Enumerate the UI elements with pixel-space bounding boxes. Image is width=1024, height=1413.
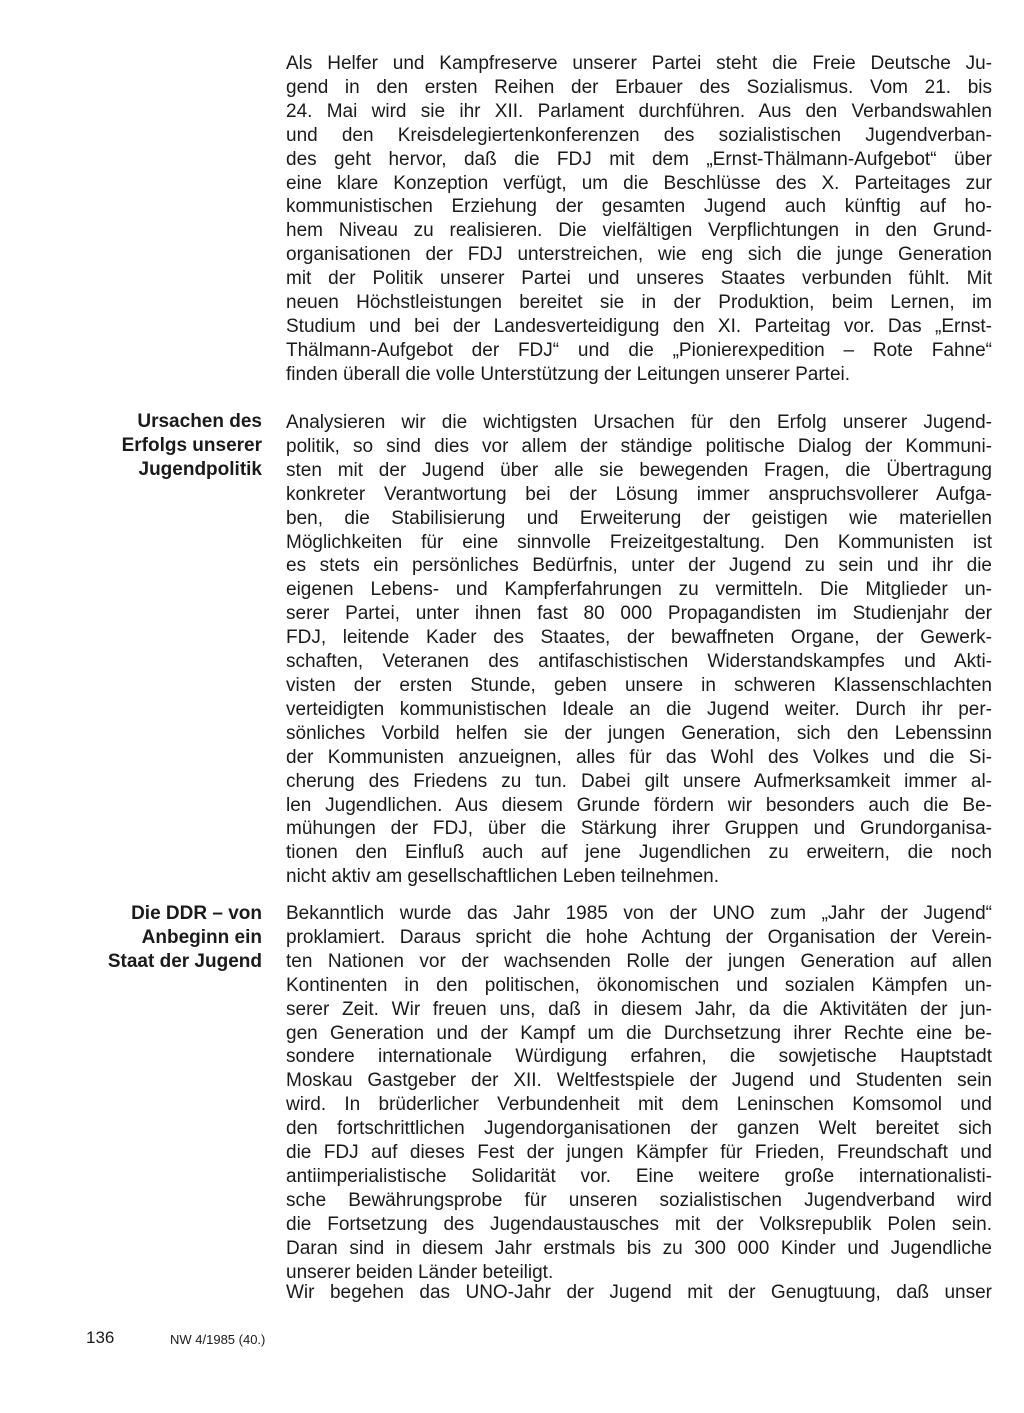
paragraph-text [286,411,992,889]
text-line: des geht hervor, daß die FDJ mit dem „Ernst-Thälmann-Aufgebot“ über [286,148,992,170]
paragraph-uno-jahr [286,1281,992,1305]
heading-line: Erfolgs unserer [121,435,262,456]
paragraph-ddr [286,902,992,1285]
paragraph-text [286,52,992,387]
heading-line: Jugendpolitik [138,459,262,480]
text-line: FDJ, leitende Kader des Staates, der bewaffneten Organe, der Gewerk- [286,627,992,649]
text-line: es stets ein persönliches Bedürfnis, unter der Jugend zu sein und ihr die [286,555,992,577]
text-line: Studium und bei der Landesverteidigung den XI. Parteitag vor. Das „Ernst- [286,315,992,337]
paragraph-text [286,902,992,1285]
text-line: die Fortsetzung des Jugendaustausches mit der Volksrepublik Polen sein. [286,1213,992,1235]
text-line: sche Bewährungsprobe für unseren sozialistischen Jugendverband wird [286,1189,992,1211]
text-line: Wir begehen das UNO-Jahr der Jugend mit der Genugtuung, daß unser [286,1282,992,1303]
text-line: hem Niveau zu realisieren. Die vielfältigen Verpflichtungen in den Grund- [286,220,992,242]
heading-line: Ursachen des [137,411,262,432]
text-line: wird. In brüderlicher Verbundenheit mit dem Leninschen Komsomol und [286,1094,992,1116]
text-line: Daran sind in diesem Jahr erstmals bis zu 300 000 Kinder und Jugendliche [286,1237,992,1259]
text-line: 24. Mai wird sie ihr XII. Parlament durchführen. Aus den Verbandswahlen [286,100,992,122]
text-line: und den Kreisdelegiertenkonferenzen des sozialistischen Jugendverban- [286,124,992,146]
text-line: organisationen der FDJ unterstreichen, wie eng sich die junge Generation [286,244,992,266]
text-line: Bekanntlich wurde das Jahr 1985 von der UNO zum „Jahr der Jugend“ [286,903,992,924]
text-line: proklamiert. Daraus spricht die hohe Achtung der Organisation der Verein- [286,926,992,948]
text-line: Möglichkeiten für eine sinnvolle Freizeitgestaltung. Den Kommunisten ist [286,531,992,553]
text-line: gen Generation und der Kampf um die Durchsetzung ihrer Rechte eine be- [286,1022,992,1044]
text-line: visten der ersten Stunde, geben unsere in schweren Klassenschlachten [286,674,992,696]
text-line: mit der Politik unserer Partei und unseres Staates verbunden fühlt. Mit [286,268,992,290]
text-line: konkreter Verantwortung bei der Lösung immer anspruchsvollerer Aufga- [286,483,992,505]
heading-line: Staat der Jugend [107,951,262,972]
text-line: Kontinenten in den politischen, ökonomischen und sozialen Kämpfen un- [286,974,992,996]
marginal-heading-ursachen [90,410,262,482]
text-line: der Kommunisten anzueignen, alles für das Wohl des Volkes und die Si- [286,746,992,768]
text-line: tionen den Einfluß auch auf jene Jugendlichen zu erweitern, die noch [286,842,992,864]
source-reference: NW 4/1985 (40.) [170,1332,266,1347]
text-line: verteidigten kommunistischen Ideale an die Jugend weiter. Durch ihr per- [286,698,992,720]
text-line: finden überall die volle Unterstützung der Leitungen unserer Partei. [286,363,851,385]
text-line: eigenen Lebens- und Kampferfahrungen zu vermitteln. Die Mitglieder un- [286,579,992,601]
text-line: serer Partei, unter ihnen fast 80 000 Propagandisten im Studienjahr der [286,603,992,625]
text-line: eine klare Konzeption verfügt, um die Beschlüsse des X. Parteitages zur [286,172,992,194]
text-line: politik, so sind dies vor allem der ständige politische Dialog der Kommuni- [286,435,992,457]
heading-line: Die DDR – von [131,903,262,924]
text-line: Moskau Gastgeber der XII. Weltfestspiele der Jugend und Studenten sein [286,1070,992,1092]
marginal-heading-ddr [90,902,262,974]
text-line: ben, die Stabilisierung und Erweiterung der geistigen wie materiellen [286,507,992,529]
text-line: Analysieren wir die wichtigsten Ursachen für den Erfolg unserer Jugend- [286,412,992,433]
text-line: sten mit der Jugend über alle sie bewegenden Fragen, die Übertragung [286,459,992,481]
paragraph-text [286,1281,992,1305]
text-line: den fortschrittlichen Jugendorganisationen der ganzen Welt bereitet sich [286,1118,992,1140]
text-line: gend in den ersten Reihen der Erbauer des Sozialismus. Vom 21. bis [286,76,992,98]
text-line: ten Nationen vor der wachsenden Rolle der jungen Generation auf allen [286,950,992,972]
paragraph-intro [286,52,992,387]
text-line: Als Helfer und Kampfreserve unserer Partei steht die Freie Deutsche Ju- [286,53,992,74]
text-line: serer Zeit. Wir freuen uns, daß in diesem Jahr, da die Aktivitäten der jun- [286,998,992,1020]
paragraph-ursachen [286,411,992,889]
text-line: antiimperialistische Solidarität vor. Eine weitere große internationalisti- [286,1165,992,1187]
text-line: len Jugendlichen. Aus diesem Grunde fördern wir besonders auch die Be- [286,794,992,816]
text-line: mühungen der FDJ, über die Stärkung ihrer Gruppen und Grundorganisa- [286,818,992,840]
text-line: neuen Höchstleistungen bereitet sie in der Produktion, beim Lernen, im [286,292,992,314]
page-number: 136 [86,1328,115,1347]
text-line: cherung des Friedens zu tun. Dabei gilt unsere Aufmerksamkeit immer al- [286,770,992,792]
heading-line: Anbeginn ein [141,927,262,948]
text-line: kommunistischen Erziehung der gesamten Jugend auch künftig auf ho- [286,196,992,218]
text-line: schaften, Veteranen des antifaschistischen Widerstandskampfes und Akti- [286,651,992,673]
text-line: die FDJ auf dieses Fest der jungen Kämpfer für Frieden, Freundschaft und [286,1142,992,1164]
text-line: sönliches Vorbild helfen sie der jungen Generation, sich den Lebenssinn [286,722,992,744]
text-line: Thälmann-Aufgebot der FDJ“ und die „Pionierexpedition – Rote Fahne“ [286,339,992,361]
text-line: unserer beiden Länder beteiligt. [286,1261,554,1283]
text-line: sondere internationale Würdigung erfahren, die sowjetische Hauptstadt [286,1046,992,1068]
text-line: nicht aktiv am gesellschaftlichen Leben teilnehmen. [286,866,720,888]
